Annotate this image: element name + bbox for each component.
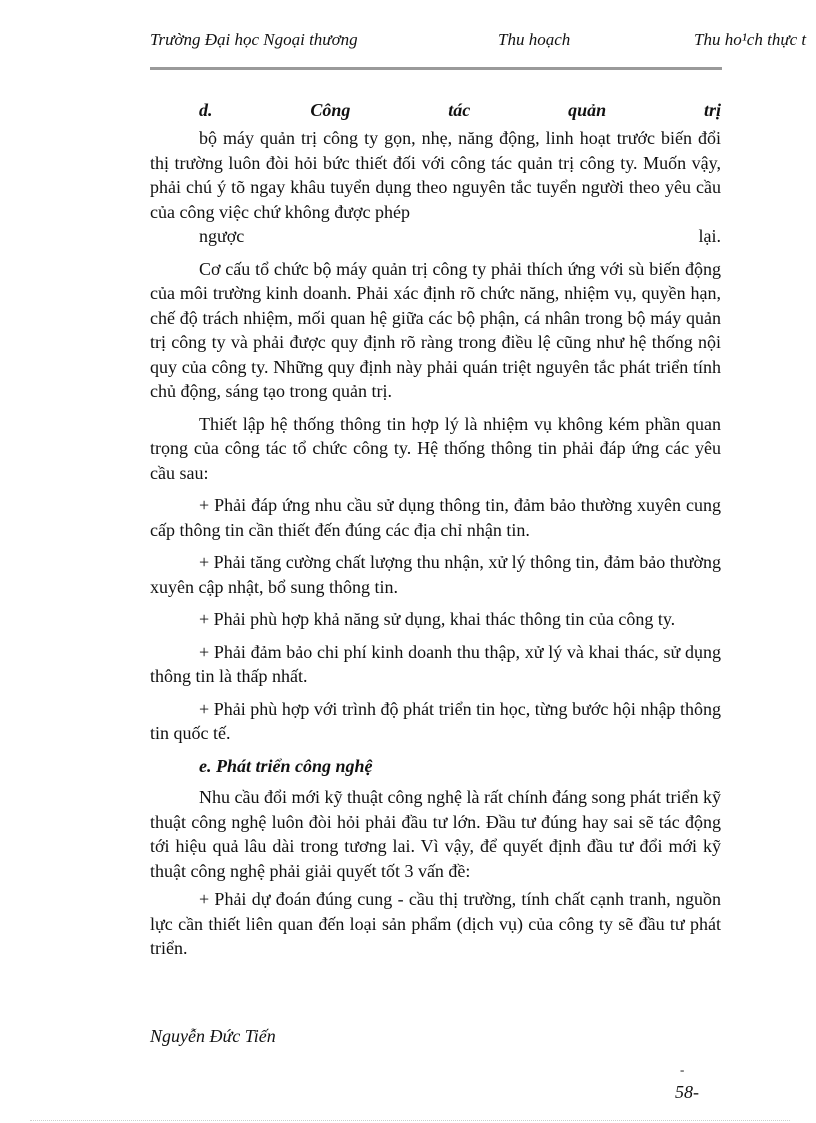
paragraph: + Phải phù hợp khả năng sử dụng, khai thác thông tin của công ty. bbox=[199, 609, 676, 629]
header-divider bbox=[150, 67, 722, 70]
section-d-word: tác bbox=[448, 100, 471, 120]
header-school-name: Trường Đại học Ngoại thương bbox=[150, 30, 358, 49]
header-title: Thu hoạch bbox=[498, 30, 571, 49]
section-d-heading bbox=[150, 98, 721, 122]
page-content bbox=[150, 98, 721, 965]
author-name: Nguyễn Đức Tiến bbox=[150, 1026, 276, 1046]
paragraph: + Phải đảm bảo chi phí kinh doanh thu thập, xử lý và khai thác, sử dụng thông tin là thấp nhất. bbox=[150, 641, 721, 686]
section-d-word: Công bbox=[310, 100, 351, 120]
paragraph-last-line bbox=[150, 224, 721, 249]
paragraph: Thiết lập hệ thống thông tin hợp lý là nhiệm vụ không kém phần quan trọng của công tác tổ chức công ty. Hệ thống thông tin phải đáp ứng các yêu cầu sau: bbox=[150, 413, 721, 483]
section-d-word: d. bbox=[199, 100, 213, 120]
paragraph-text: bộ máy quản trị công ty gọn, nhẹ, năng động, linh hoạt trước biến đổi thị trường luôn đòi hỏi bức thiết đối với công tác quản trị công ty. Muốn vậy, phải chú ý tõ ngay khâu tuyển dụng theo nguyên tắc tuyển người theo yêu cầu của công việc chứ không được phép bbox=[150, 128, 721, 222]
section-d-word: trị bbox=[703, 100, 721, 120]
last-line-left: ngược bbox=[199, 226, 245, 246]
header-right-title: Thu ho¹ch thực t bbox=[694, 30, 807, 49]
paragraph: + Phải tăng cường chất lượng thu nhận, xử lý thông tin, đảm bảo thường xuyên cập nhật, bổ sung thông tin. bbox=[150, 552, 721, 597]
paragraph: + Phải phù hợp với trình độ phát triển tin học, từng bước hội nhập thông tin quốc tế. bbox=[150, 698, 721, 743]
footer-dotted-line bbox=[30, 1120, 790, 1121]
paragraph: + Phải dự đoán đúng cung - cầu thị trường, tính chất cạnh tranh, nguồn lực cần thiết liên quan đến loại sản phẩm (dịch vụ) của công ty sẽ đầu tư phát triển. bbox=[150, 889, 721, 958]
paragraph: Cơ cấu tổ chức bộ máy quản trị công ty phải thích ứng với sù biến động của môi trường kinh doanh. Phải xác định rõ chức năng, nhiệm vụ, quyền hạn, chế độ trách nhiệm, mối quan hệ giữa các bộ phận, cá nhân trong bộ máy quản trị công ty và phải được quy định rõ ràng trong điều lệ cũng như hệ thống nội quy của công ty. Những quy định này phải quán triệt nguyên tắc phát triển tính chủ động, sáng tạo trong quản trị. bbox=[150, 258, 721, 401]
section-e-heading: e. Phát triển công nghệ bbox=[199, 755, 373, 776]
page-dash: - bbox=[680, 1062, 685, 1077]
section-d-word: quản bbox=[568, 100, 607, 120]
page-number: 58- bbox=[675, 1082, 699, 1102]
paragraph: + Phải đáp ứng nhu cầu sử dụng thông tin, đảm bảo thường xuyên cung cấp thông tin cần thiết đến đúng các địa chỉ nhận tin. bbox=[150, 495, 721, 540]
paragraph: Nhu cầu đổi mới kỹ thuật công nghệ là rất chính đáng song phát triển kỹ thuật công nghệ luôn đòi hỏi phải đầu tư lớn. Đầu tư đúng hay sai sẽ tác động tới hiệu quả lâu dài trong tương lai. Vì vậy, để quyết định đầu tư đổi mới kỹ thuật công nghệ phải giải quyết tốt 3 vấn đề: bbox=[150, 787, 721, 881]
paragraph bbox=[150, 126, 721, 249]
last-line-right: lại. bbox=[698, 226, 721, 246]
